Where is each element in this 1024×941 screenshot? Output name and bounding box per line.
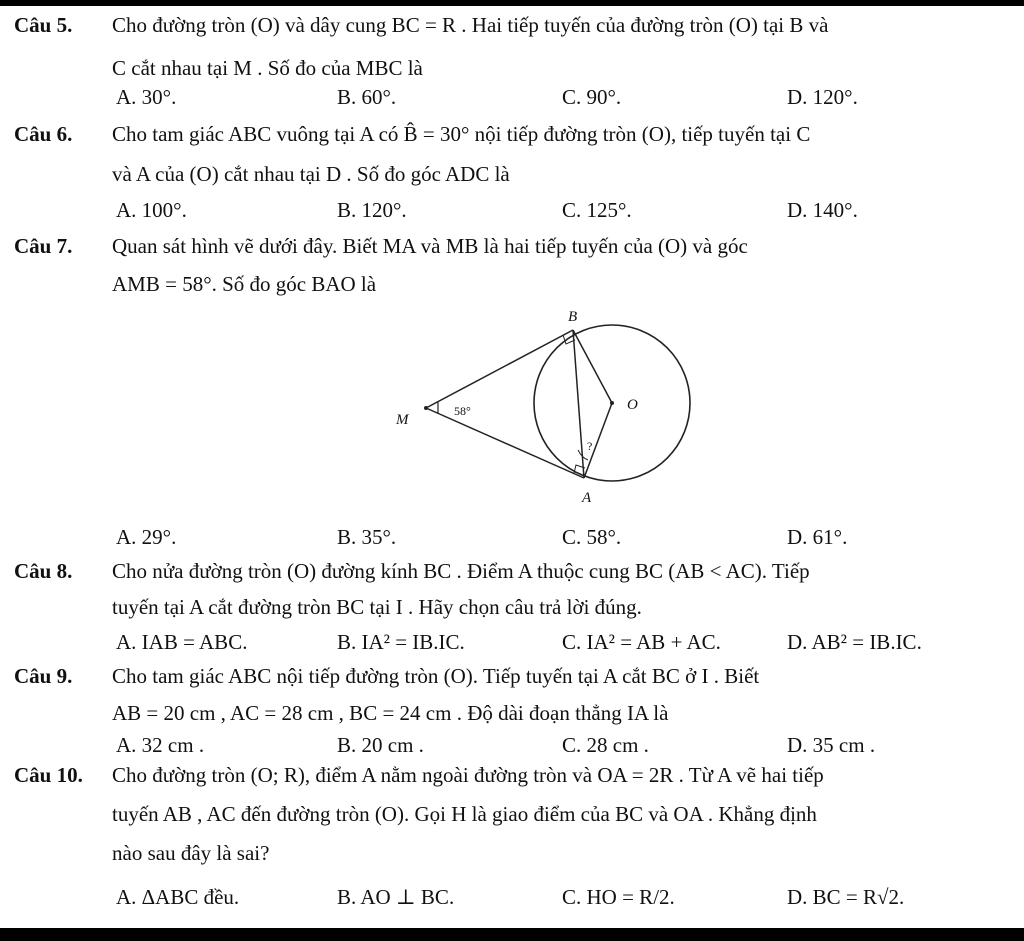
question-10-line-3: nào sau đây là sai? [112, 841, 270, 865]
question-7-line-1: Quan sát hình vẽ dưới đây. Biết MA và MB là hai tiếp tuyến của (O) và góc [112, 234, 748, 258]
question-5-option-b: B. 60°. [337, 85, 397, 109]
label-m: M [396, 412, 409, 428]
tangent-circle-figure [380, 300, 700, 515]
question-5-label: Câu 5. [14, 13, 73, 37]
question-7-option-d: D. 61°. [787, 525, 848, 549]
question-10-label: Câu 10. [14, 763, 83, 787]
question-6-option-c: C. 125°. [562, 198, 632, 222]
point-o [610, 401, 614, 405]
question-9-option-b: B. 20 cm . [337, 733, 424, 757]
question-7-option-a: A. 29°. [116, 525, 177, 549]
label-a: A [582, 490, 592, 506]
question-7-line-2: AMB = 58°. Số đo góc BAO là [112, 272, 377, 296]
tangent-mb [426, 330, 573, 408]
question-10-line-2: tuyến AB , AC đến đường tròn (O). Gọi H là giao điểm của BC và OA . Khẳng định [112, 802, 817, 826]
question-6-option-b: B. 120°. [337, 198, 407, 222]
question-6-line-2: và A của (O) cắt nhau tại D . Số đo góc ADC là [112, 162, 510, 186]
question-6-option-d: D. 140°. [787, 198, 858, 222]
question-9-option-d: D. 35 cm . [787, 733, 876, 757]
question-7-label: Câu 7. [14, 234, 73, 258]
question-9-line-1: Cho tam giác ABC nội tiếp đường tròn (O). Tiếp tuyến tại A cắt BC ở I . Biết [112, 664, 760, 688]
question-5-option-a: A. 30°. [116, 85, 177, 109]
question-8-line-2: tuyến tại A cắt đường tròn BC tại I . Hãy chọn câu trả lời đúng. [112, 595, 642, 619]
question-6-line-1: Cho tam giác ABC vuông tại A có B̂ = 30° nội tiếp đường tròn (O), tiếp tuyến tại C [112, 122, 811, 146]
question-5-line-1: Cho đường tròn (O) và dây cung BC = R . Hai tiếp tuyến của đường tròn (O) tại B và [112, 13, 829, 37]
question-10-line-1: Cho đường tròn (O; R), điểm A nằm ngoài đường tròn và OA = 2R . Từ A vẽ hai tiếp [112, 763, 824, 787]
question-10-option-b: B. AO ⊥ BC. [337, 885, 455, 909]
question-9-label: Câu 9. [14, 664, 73, 688]
question-5-line-2: C cắt nhau tại M . Số đo của MBC là [112, 56, 423, 80]
label-angle-58: 58° [454, 404, 471, 418]
question-6-label: Câu 6. [14, 122, 73, 146]
question-8-line-1: Cho nửa đường tròn (O) đường kính BC . Điểm A thuộc cung BC (AB < AC). Tiếp [112, 559, 810, 583]
question-7-option-b: B. 35°. [337, 525, 397, 549]
label-b: B [568, 309, 578, 325]
question-9-option-a: A. 32 cm . [116, 733, 205, 757]
label-o: O [627, 397, 638, 413]
question-8-option-c: C. IA² = AB + AC. [562, 630, 721, 654]
question-10-option-a: A. ΔABC đều. [116, 885, 240, 909]
tangent-ma [426, 408, 584, 478]
question-9-option-c: C. 28 cm . [562, 733, 649, 757]
question-6-option-a: A. 100°. [116, 198, 187, 222]
question-5-option-d: D. 120°. [787, 85, 858, 109]
bottom-border [0, 928, 1024, 941]
question-8-option-d: D. AB² = IB.IC. [787, 630, 922, 654]
question-8-option-b: B. IA² = IB.IC. [337, 630, 465, 654]
question-9-line-2: AB = 20 cm , AC = 28 cm , BC = 24 cm . Độ dài đoạn thẳng IA là [112, 701, 669, 725]
question-7-option-c: C. 58°. [562, 525, 622, 549]
figure-svg [380, 300, 700, 515]
label-unknown: ? [587, 439, 593, 453]
question-5-option-c: C. 90°. [562, 85, 622, 109]
question-8-option-a: A. IAB = ABC. [116, 630, 248, 654]
top-border [0, 0, 1024, 6]
question-8-label: Câu 8. [14, 559, 73, 583]
radius-ob [573, 330, 612, 403]
question-10-option-c: C. HO = R/2. [562, 885, 675, 909]
question-10-option-d: D. BC = R√2. [787, 885, 905, 909]
point-m [424, 406, 428, 410]
